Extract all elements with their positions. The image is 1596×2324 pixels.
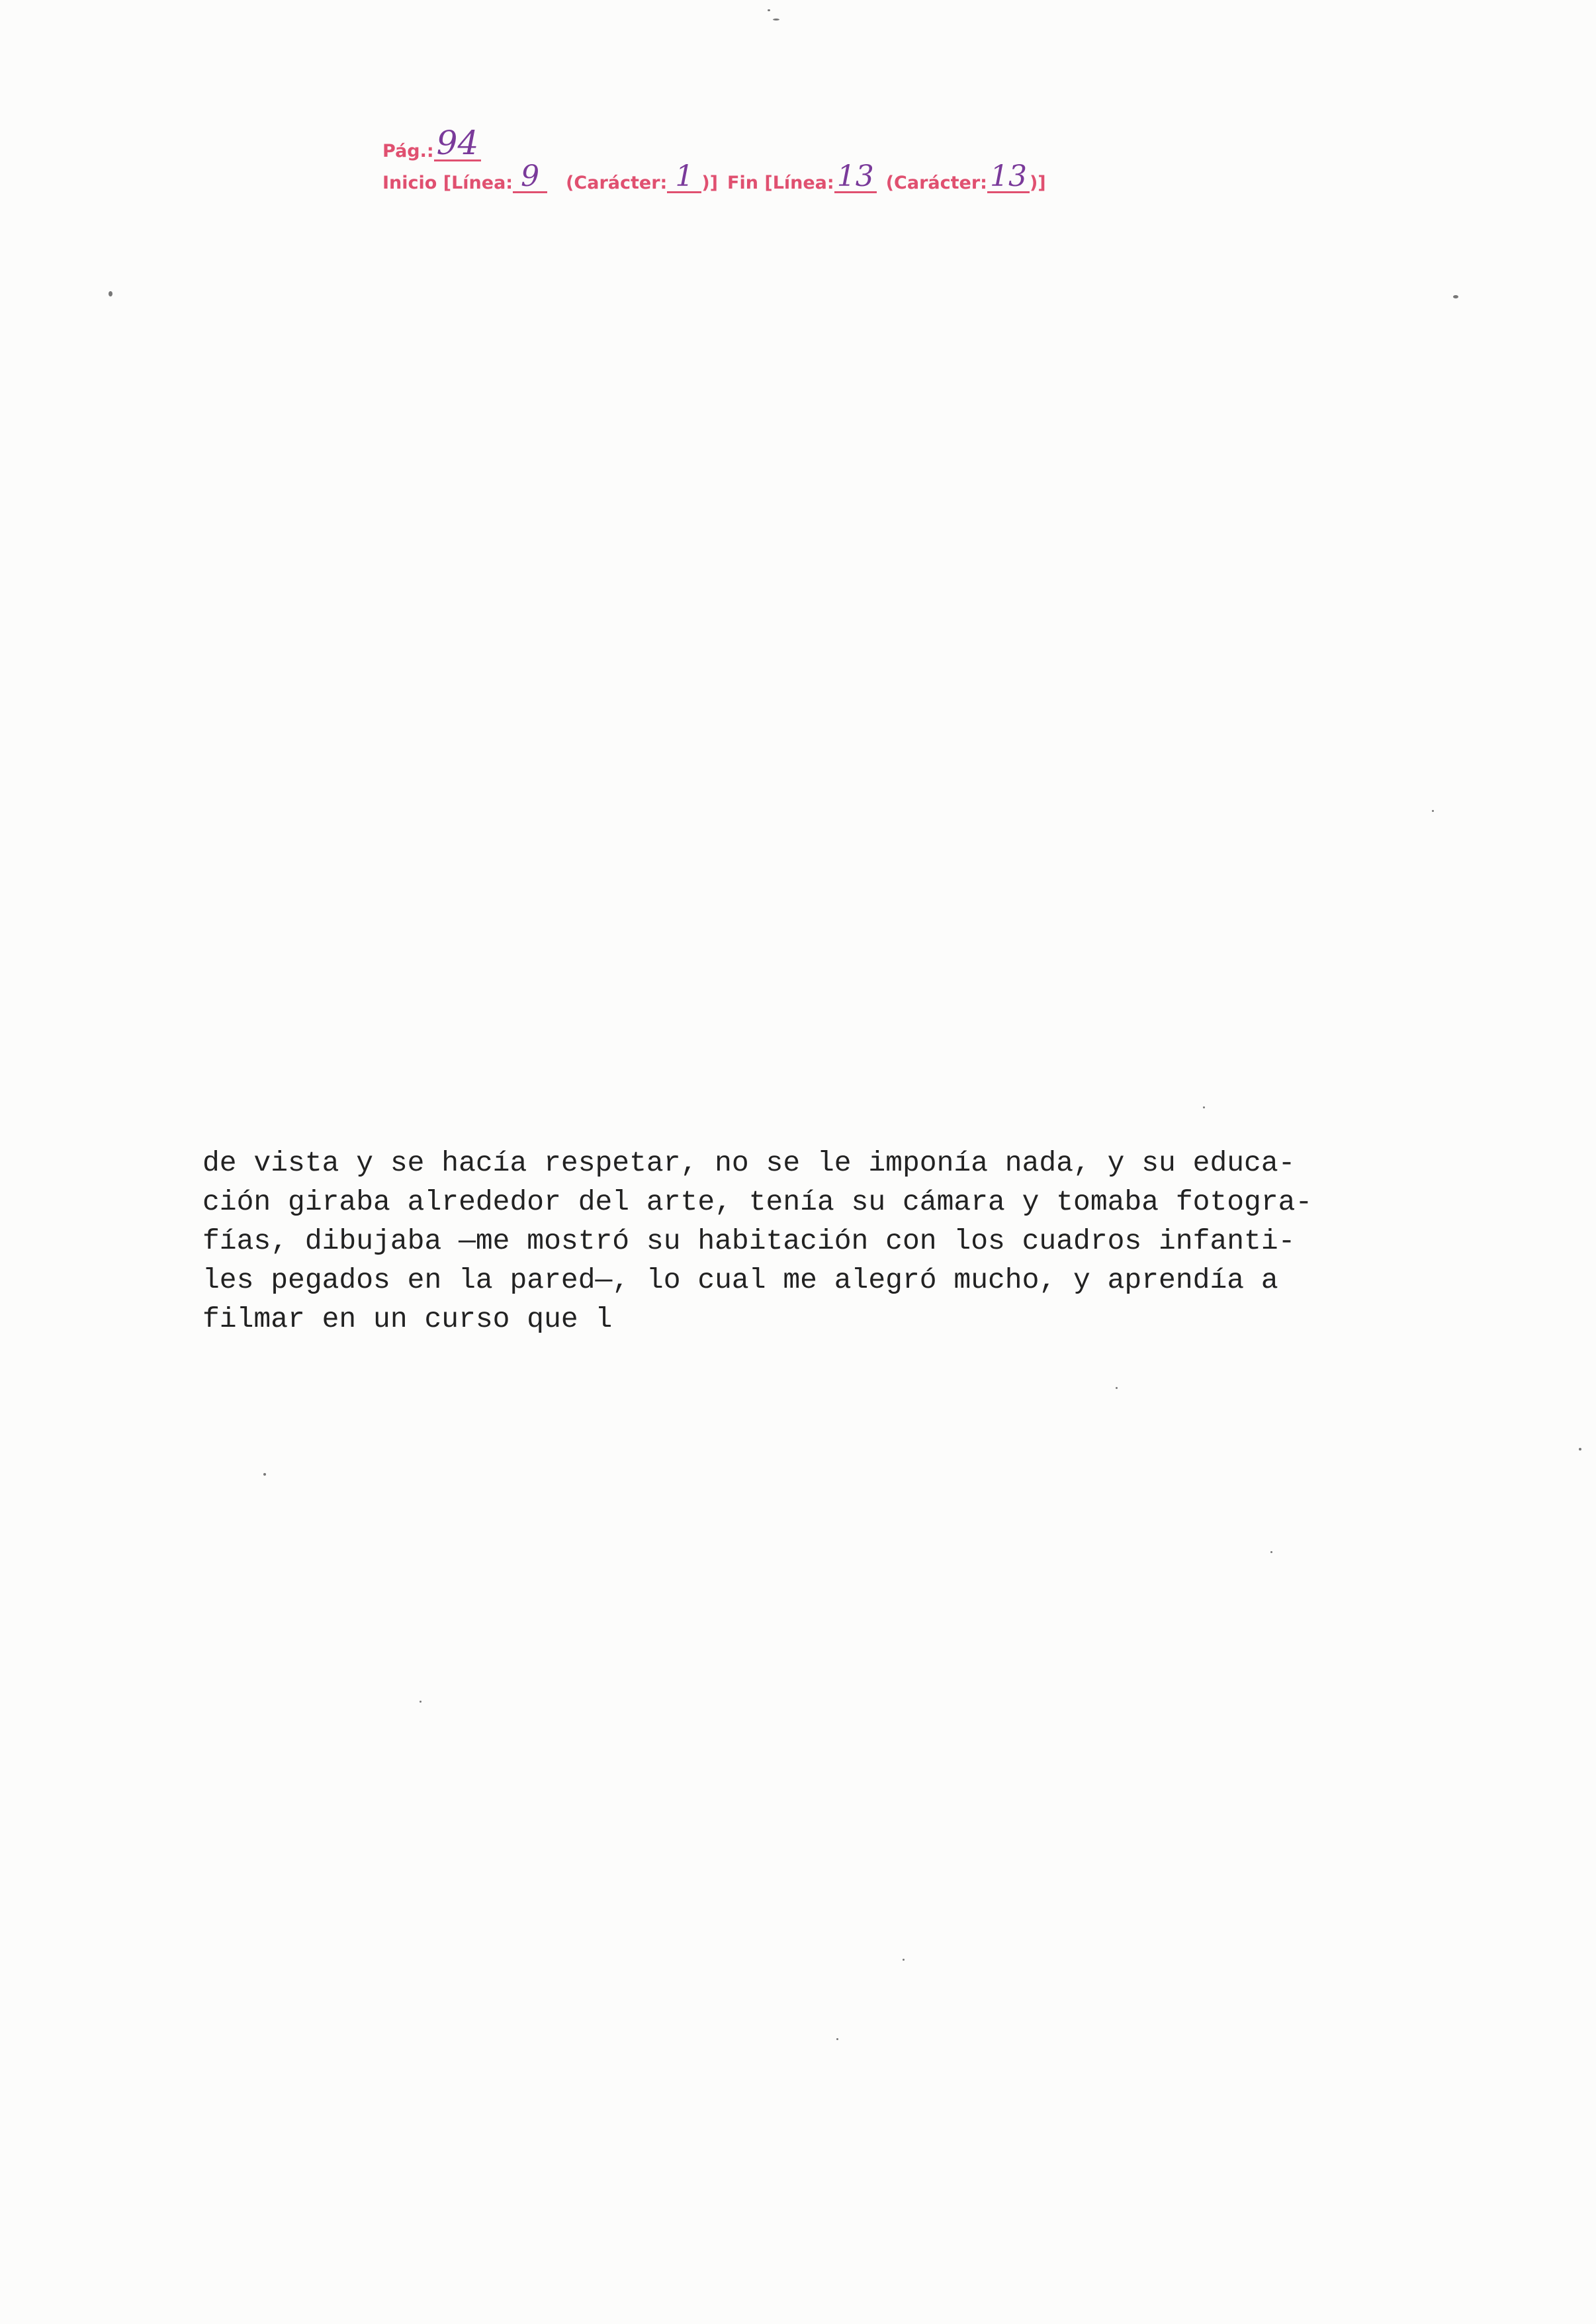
paper-speck xyxy=(1270,1551,1272,1553)
text-line: filmar en un curso que l xyxy=(202,1303,613,1335)
end-line-value: 13 xyxy=(834,162,877,193)
paper-speck xyxy=(903,1959,905,1961)
text-line: de vista y se hacía respetar, no se le imponía nada, y su educa- xyxy=(202,1147,1296,1179)
end-line-label: Fin [Línea: xyxy=(727,173,834,193)
paper-speck xyxy=(768,9,770,11)
start-char-value: 1 xyxy=(667,162,701,193)
page-label: Pág.: xyxy=(382,141,434,161)
start-close: )] xyxy=(701,173,719,193)
page-number-handwritten: 94 xyxy=(434,126,482,161)
paper-speck xyxy=(773,19,779,21)
page-reference-stamp xyxy=(382,126,1046,192)
paper-speck xyxy=(263,1473,266,1476)
paper-speck xyxy=(1116,1387,1118,1389)
paper-speck xyxy=(420,1701,421,1703)
paper-speck xyxy=(1453,295,1458,298)
stamp-range-row xyxy=(382,161,1046,192)
end-char-value: 13 xyxy=(987,162,1030,193)
text-line: ción giraba alrededor del arte, tenía su cámara y tomaba fotogra- xyxy=(202,1186,1313,1218)
paper-speck xyxy=(836,2038,838,2040)
start-line-label: Inicio [Línea: xyxy=(382,173,513,193)
start-char-label: (Carácter: xyxy=(566,173,668,193)
stamp-page-row xyxy=(382,126,1046,160)
start-line-value: 9 xyxy=(513,162,547,193)
end-close: )] xyxy=(1029,173,1046,193)
end-char-label: (Carácter: xyxy=(885,173,987,193)
paper-speck xyxy=(1432,810,1434,812)
paper-speck xyxy=(1203,1106,1205,1108)
paper-speck xyxy=(109,291,112,296)
text-line: les pegados en la pared—, lo cual me alegró mucho, y aprendía a xyxy=(202,1264,1278,1296)
typed-paragraph xyxy=(202,1143,1367,1339)
paper-speck xyxy=(1579,1448,1581,1451)
text-line: fías, dibujaba —me mostró su habitación con los cuadros infanti- xyxy=(202,1225,1296,1257)
